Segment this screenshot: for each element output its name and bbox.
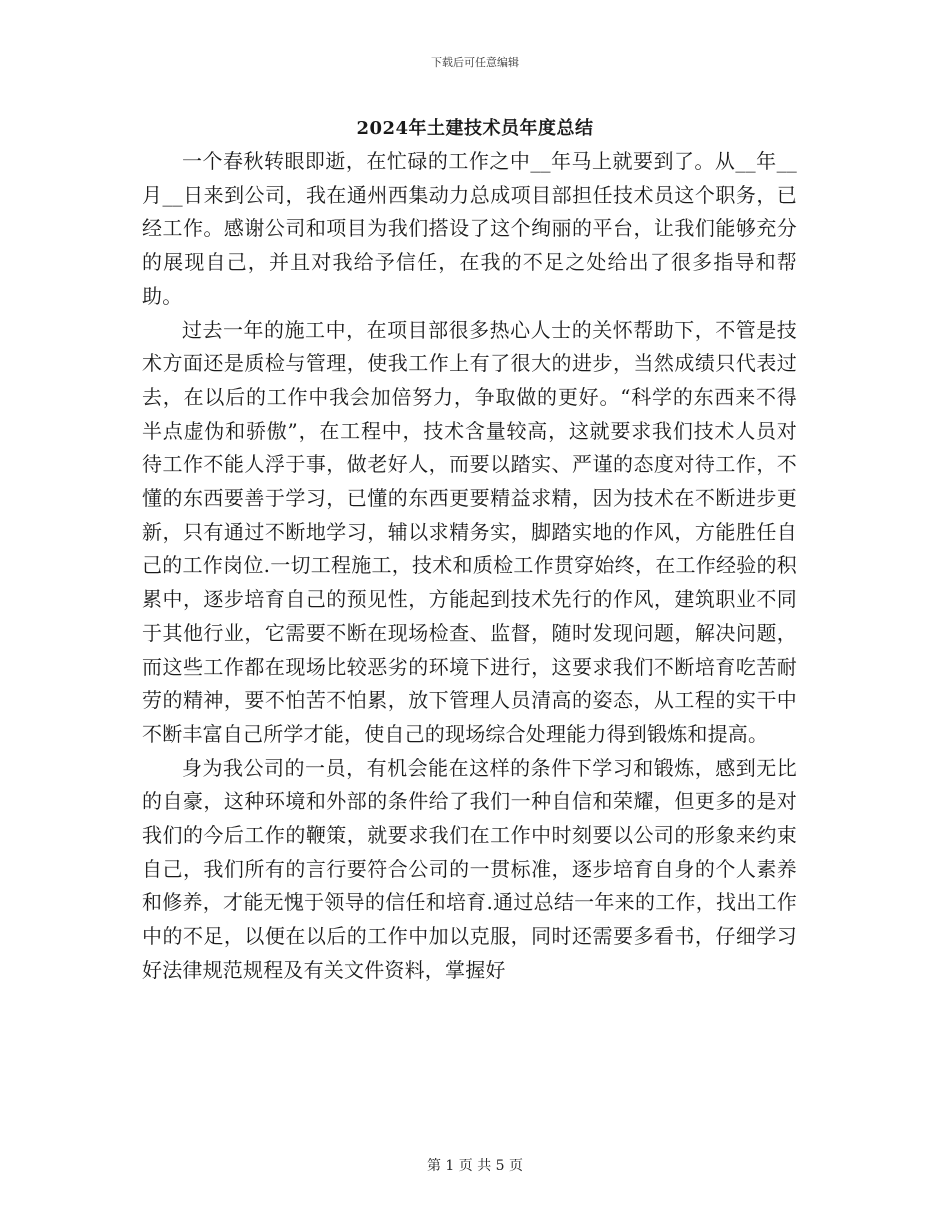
header-note: 下载后可任意编辑 — [431, 56, 519, 69]
page-number: 第 1 页 共 5 页 — [426, 1158, 524, 1174]
document-title: 2024年土建技术员年度总结 — [356, 118, 594, 139]
paragraph-2: 过去一年的施工中，在项目部很多热心人士的关怀帮助下，不管是技术方面还是质检与管理，使我工作上有了很大的进步，当然成绩只代表过去，在以后的工作中我会加倍努力，争取做的更好。“科学的东西来不得半点虚伪和骄傲”，在工程中，技术含量较高，这就要求我们技术人员对待工作不能人浮于事，做老好人，而要以踏实、严谨的态度对待工作，不懂的东西要善于学习，已懂的东西更要精益求精，因为技术在不断进步更新，只有通过不断地学习，辅以求精务实，脚踏实地的作风，方能胜任自己的工作岗位.一切工程施工，技术和质检工作贯穿始终，在工作经验的积累中，逐步培育自己的预见性，方能起到技术先行的作风，建筑职业不同于其他行业，它需要不断在现场检查、监督，随时发现问题，解决问题，而这些工作都在现场比较恶劣的环境下进行，这要求我们不断培育吃苦耐劳的精神，要不怕苦不怕累，放下管理人员清高的姿态，从工程的实干中不断丰富自己所学才能，使自己的现场综合处理能力得到锻炼和提高。 — [142, 317, 797, 746]
paragraph-1: 一个春秋转眼即逝，在忙碌的工作之中__年马上就要到了。从__年__月__日来到公司，我在通州西集动力总成项目部担任技术员这个职务，已经工作。感谢公司和项目为我们搭设了这个绚丽的平台，让我们能够充分的展现自己，并且对我给予信任，在我的不足之处给出了很多指导和帮助。 — [142, 149, 797, 308]
paragraph-3: 身为我公司的一员，有机会能在这样的条件下学习和锻炼，感到无比的自豪，这种环境和外部的条件给了我们一种自信和荣耀，但更多的是对我们的今后工作的鞭策，就要求我们在工作中时刻要以公司的形象来约束自己，我们所有的言行要符合公司的一贯标准，逐步培育自身的个人素养和修养，才能无愧于领导的信任和培育.通过总结一年来的工作，找出工作中的不足，以便在以后的工作中加以克服，同时还需要多看书，仔细学习好法律规范规程及有关文件资料，掌握好 — [142, 755, 797, 982]
document-body — [142, 145, 797, 988]
